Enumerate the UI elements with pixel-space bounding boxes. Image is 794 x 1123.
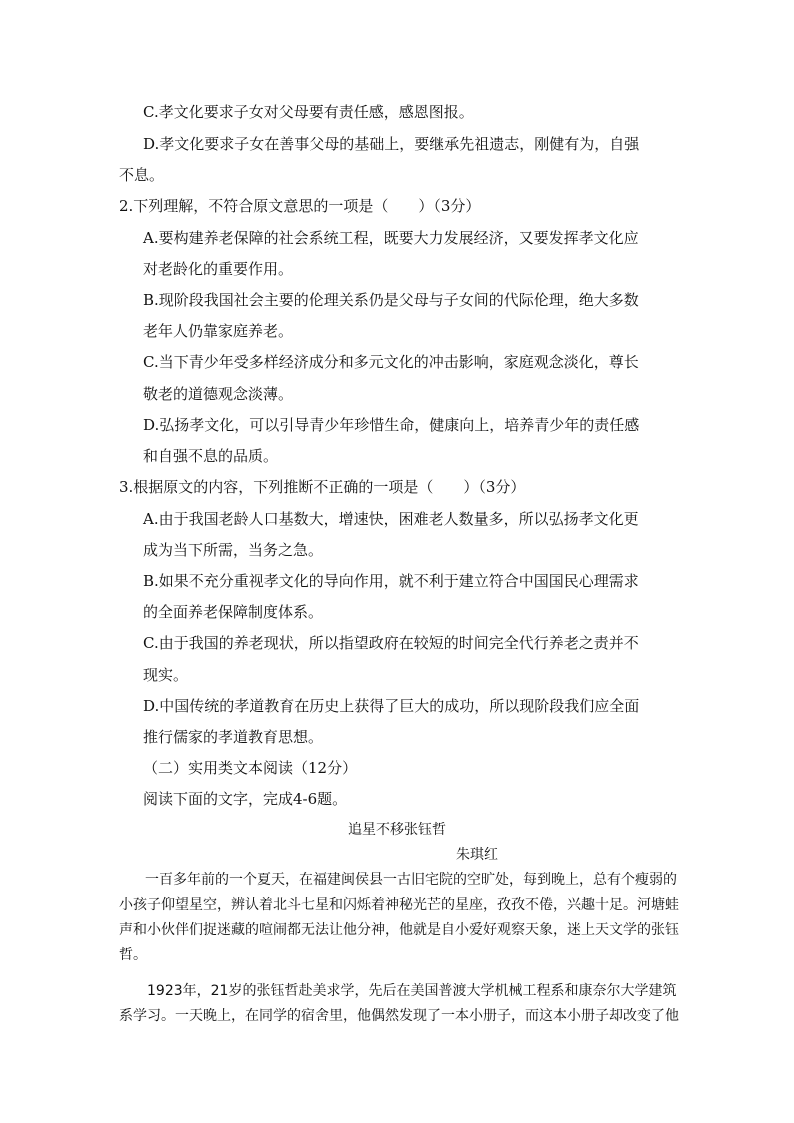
article-p1-line1: 一百多年前的一个夏天，在福建闽侯县一古旧宅院的空旷处，每到晚上，总有个瘦弱的 bbox=[145, 872, 677, 888]
q3-option-a-line2: 成为当下所需，当务之急。 bbox=[143, 541, 324, 559]
section-heading: （二）实用类文本阅读（12分） bbox=[143, 759, 358, 777]
article-p2-line2: 系学习。一天晚上，在同学的宿舍里，他偶然发现了一本小册子，而这本小册子却改变了他 bbox=[119, 1008, 679, 1024]
q3-option-b-line2: 的全面养老保障制度体系。 bbox=[143, 603, 324, 621]
q2-stem: 2.下列理解，不符合原文意思的一项是（ ）（3分） bbox=[119, 197, 481, 215]
q3-stem: 3.根据原文的内容，下列推断不正确的一项是（ ）（3分） bbox=[119, 478, 526, 496]
q2-option-a-line2: 对老龄化的重要作用。 bbox=[143, 260, 294, 278]
q3-option-c-line2: 现实。 bbox=[143, 666, 189, 684]
article-p1-line4: 哲。 bbox=[119, 947, 147, 963]
q1-option-c: C.孝文化要求子女对父母要有责任感，感恩图报。 bbox=[143, 103, 474, 121]
q1-option-d-line2: 不息。 bbox=[119, 166, 165, 184]
q3-option-d-line1: D.中国传统的孝道教育在历史上获得了巨大的成功，所以现阶段我们应全面 bbox=[143, 697, 640, 715]
q3-option-b-line1: B.如果不充分重视孝文化的导向作用，就不利于建立符合中国国民心理需求 bbox=[143, 572, 639, 590]
q3-option-c-line1: C.由于我国的养老现状，所以指望政府在较短的时间完全代行养老之责并不 bbox=[143, 634, 639, 652]
q1-option-d-line1: D.孝文化要求子女在善事父母的基础上，要继承先祖遗志，刚健有为，自强 bbox=[143, 135, 640, 153]
q2-option-b-line2: 老年人仍靠家庭养老。 bbox=[143, 322, 294, 340]
q2-option-c-line1: C.当下青少年受多样经济成分和多元文化的冲击影响，家庭观念淡化，尊长 bbox=[143, 353, 639, 371]
q2-option-d-line2: 和自强不息的品质。 bbox=[143, 447, 279, 465]
q3-option-d-line2: 推行儒家的孝道教育思想。 bbox=[143, 728, 324, 746]
q3-option-a-line1: A.由于我国老龄人口基数大，增速快，困难老人数量多，所以弘扬孝文化更 bbox=[143, 510, 639, 528]
article-p1-line3: 声和小伙伴们捉迷藏的喧闹都无法让他分神，他就是自小爱好观察天象，迷上天文学的张钰 bbox=[119, 922, 679, 938]
article-author: 朱琪红 bbox=[456, 847, 498, 863]
section-instruction: 阅读下面的文字，完成4-6题。 bbox=[143, 790, 348, 808]
q2-option-c-line2: 敬老的道德观念淡薄。 bbox=[143, 385, 294, 403]
q2-option-d-line1: D.弘扬孝文化，可以引导青少年珍惜生命，健康向上，培养青少年的责任感 bbox=[143, 416, 640, 434]
article-p2-line1: 1923年，21岁的张钰哲赴美求学，先后在美国普渡大学机械工程系和康奈尔大学建筑 bbox=[147, 983, 677, 999]
q2-option-a-line1: A.要构建养老保障的社会系统工程，既要大力发展经济，又要发挥孝文化应 bbox=[143, 229, 639, 247]
article-p1-line2: 小孩子仰望星空，辨认着北斗七星和闪烁着神秘光芒的星座，孜孜不倦，兴趣十足。河塘蛙 bbox=[119, 897, 679, 913]
article-title: 追星不移张钰哲 bbox=[348, 822, 446, 838]
q2-option-b-line1: B.现阶段我国社会主要的伦理关系仍是父母与子女间的代际伦理，绝大多数 bbox=[143, 291, 639, 309]
